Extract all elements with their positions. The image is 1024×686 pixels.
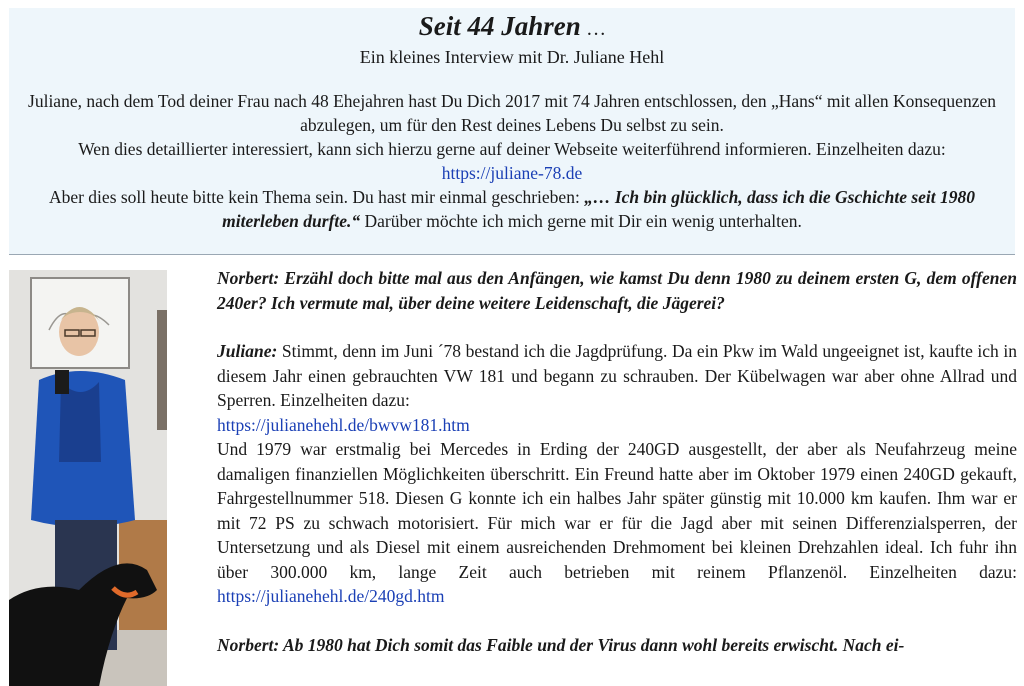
answer-1 [217,339,1017,437]
paragraph-spacer [217,315,1017,339]
interview-section [9,266,1015,686]
answer-2 [217,437,1017,609]
portrait-illustration [9,270,167,686]
page-title [9,8,1015,45]
answer-2-text: Und 1979 war erstmalig bei Mercedes in Erding der 240GD ausgestellt, der aber als Neufahrzeug meine damaligen finanziellen Möglichkeiten überschritt. Ein Freund hatte aber im Oktober 1979 einen 240GD gekauft, Fahrgestellnummer 518. Diesen G konnte ich ein halbes Jahr später günstig mit 10.000 km kaufen. Ihm war er mit 72 PS zu schwach motorisiert. Für mich war er für die Jagd aber mit seinen Differenzialsperren, der Untersetzung und als Diesel mit einem ausreichenden Drehmoment bei kleinen Drehzahlen ideal. Ich fuhr ihn über 300.000 km, lange Zeit auch betrieben mit reinem Pflanzenöl. Einzelheiten dazu: [217,439,1017,582]
intro-paragraph-2-text: Wen dies detaillierter interessiert, kann sich hierzu gerne auf deiner Webseite weiterführend informieren. Einzelheiten dazu: [78,139,946,159]
page-subtitle: Ein kleines Interview mit Dr. Juliane Hehl [359,47,665,67]
intro-box [9,8,1015,255]
answer-1-text: Stimmt, denn im Juni ´78 bestand ich die Jagdprüfung. Da ein Pkw im Wald ungeeignet ist, kaufte ich in diesem Jahr einen gebrauchten VW 181 und begann zu schrauben. Der Kübelwagen war aber ohne Allrad und Sperren. Einzelheiten dazu: [217,341,1017,410]
intro-paragraph-1: Juliane, nach dem Tod deiner Frau nach 48 Ehejahren hast Du Dich 2017 mit 74 Jahren entschlossen, den „Hans“ mit allen Konsequenzen abzulegen, um für den Rest deines Lebens Du selbst zu sein. [28,91,996,135]
intro-paragraph-3 [27,185,997,233]
portrait-photo [9,270,167,686]
interview-body [217,266,1017,657]
240gd-link[interactable]: https://julianehehl.de/240gd.htm [217,586,445,606]
intro-paragraph-3-text: Aber dies soll heute bitte kein Thema sein. Du hast mir einmal geschrieben: [48,187,585,207]
intro-quote: „… Ich bin glücklich, dass ich die Gschichte seit 1980 miterleben durfte.“ [222,187,976,231]
intro-paragraph-2 [27,137,997,185]
intro-text [9,89,1015,233]
question-2: Norbert: Ab 1980 hat Dich somit das Faible und der Virus dann wohl bereits erwischt. Nach ei- [217,634,905,655]
website-link[interactable]: https://juliane-78.de [441,163,583,183]
paragraph-spacer [217,609,1017,633]
speaker-label: Juliane: [217,341,278,361]
title-ellipsis: … [587,18,606,40]
intro-paragraph-3-end: Darüber möchte ich mich gerne mit Dir ein wenig unterhalten. [360,211,802,231]
vw181-link[interactable]: https://julianehehl.de/bwvw181.htm [217,414,470,435]
title-text: Seit 44 Jahren [418,11,581,41]
question-1: Norbert: Erzähl doch bitte mal aus den Anfängen, wie kamst Du denn 1980 zu deinem ersten G, dem offenen 240er? Ich vermute mal, über deine weitere Leidenschaft, die Jägerei? [217,268,1017,313]
